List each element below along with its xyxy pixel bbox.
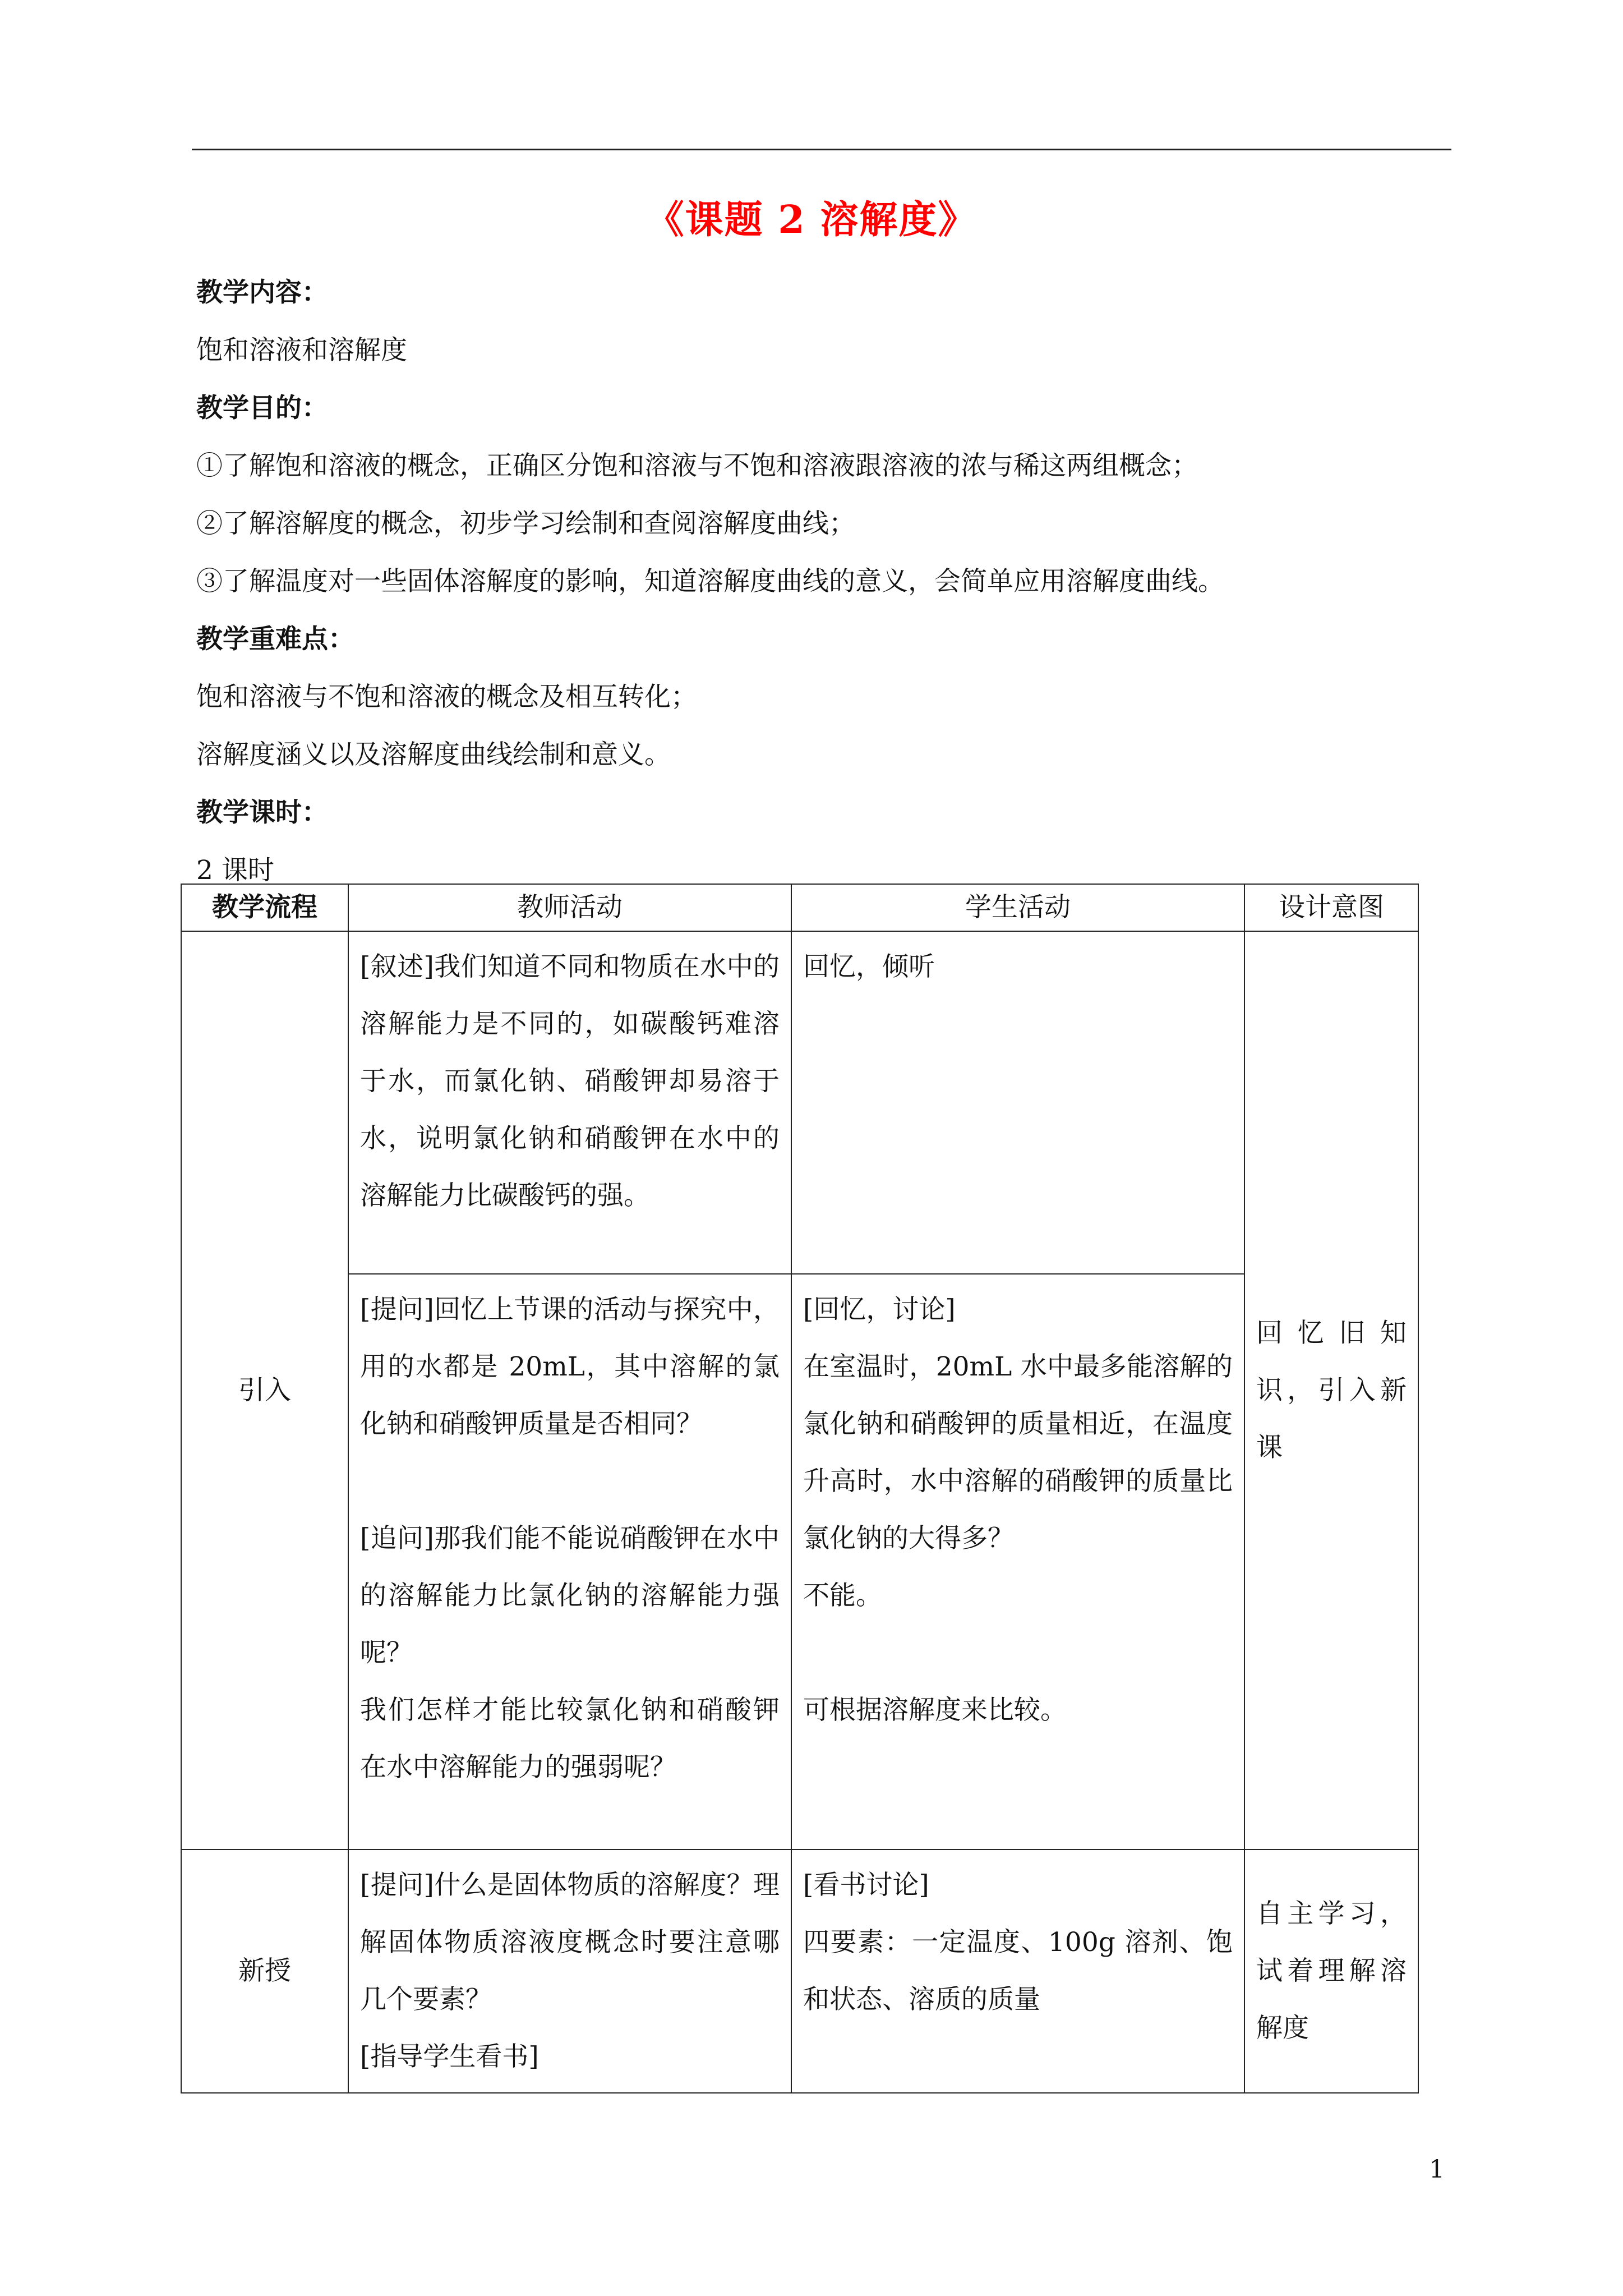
- stage-cell: 新授: [181, 1849, 348, 2093]
- content-heading: 教学内容：: [196, 277, 328, 308]
- teacher-activity-text: [叙述]我们知道不同和物质在水中的溶解能力是不同的，如碳酸钙难溶于水，而氯化钠、硝酸钾却易溶于水，说明氯化钠和硝酸钾在水中的溶解能力比碳酸钙的强。: [360, 951, 780, 1211]
- table-header-row: [181, 884, 1418, 931]
- student-activity-cell: [791, 1849, 1244, 2093]
- content-text: 饱和溶液和溶解度: [196, 335, 407, 366]
- goal-item: ③了解温度对一些固体溶解度的影响，知道溶解度曲线的意义，会简单应用溶解度曲线。: [196, 566, 1224, 597]
- student-activity-text: 四要素：一定温度、100g 溶剂、饱和状态、溶质的质量: [803, 1927, 1233, 2015]
- teacher-activity-text: [提问]什么是固体物质的溶解度？理解固体物质溶液度概念时要注意哪几个要素？: [360, 1870, 780, 2015]
- page-number: 1: [1429, 2155, 1445, 2184]
- teacher-activity-cell: [348, 931, 791, 1274]
- column-header: 教学流程: [181, 884, 348, 931]
- document-title: 《课题 2 溶解度》: [645, 197, 978, 242]
- student-activity-text: 回忆，倾听: [803, 951, 935, 982]
- teacher-activity-cell: [348, 1274, 791, 1849]
- goals-heading: 教学目的：: [196, 393, 328, 424]
- table-row: [181, 1849, 1418, 2093]
- document-body: [196, 264, 1447, 899]
- key-point-item: 溶解度涵义以及溶解度曲线绘制和意义。: [196, 739, 671, 770]
- lesson-plan-table: [181, 884, 1419, 2093]
- teacher-activity-text: 我们怎样才能比较氯化钠和硝酸钾在水中溶解能力的强弱呢？: [360, 1695, 780, 1783]
- hours-heading: 教学课时：: [196, 797, 328, 828]
- hours-text: 2 课时: [196, 855, 274, 886]
- goal-item: ②了解溶解度的概念，初步学习绘制和查阅溶解度曲线；: [196, 508, 855, 539]
- teacher-activity-cell: [348, 1849, 791, 2093]
- column-header: 教师活动: [348, 884, 791, 931]
- goal-item: ①了解饱和溶液的概念，正确区分饱和溶液与不饱和溶液跟溶液的浓与稀这两组概念；: [196, 450, 1198, 481]
- teacher-activity-text: [指导学生看书]: [360, 2041, 539, 2072]
- teacher-activity-text: [提问]回忆上节课的活动与探究中，用的水都是 20mL，其中溶解的氯化钠和硝酸钾质量是否相同？: [360, 1294, 780, 1439]
- table-row: [181, 931, 1418, 1274]
- key-points-heading: 教学重难点：: [196, 624, 354, 655]
- intent-cell: 自主学习，试着理解溶解度: [1244, 1849, 1418, 2093]
- student-activity-text: [看书讨论]: [803, 1870, 929, 1901]
- student-activity-cell: [791, 1274, 1244, 1849]
- key-point-item: 饱和溶液与不饱和溶液的概念及相互转化；: [196, 682, 697, 712]
- student-activity-cell: [791, 931, 1244, 1274]
- table-row: [181, 1274, 1418, 1849]
- stage-cell: 引入: [181, 931, 348, 1849]
- intent-cell: 回忆旧知识，引入新课: [1244, 931, 1418, 1849]
- header-rule: [192, 149, 1451, 150]
- student-activity-text: [回忆，讨论]: [803, 1294, 956, 1325]
- student-activity-text: 可根据溶解度来比较。: [803, 1695, 1067, 1726]
- column-header: 学生活动: [791, 884, 1244, 931]
- teacher-activity-text: [追问]那我们能不能说硝酸钾在水中的溶解能力比氯化钠的溶解能力强呢？: [360, 1523, 780, 1668]
- column-header: 设计意图: [1244, 884, 1418, 931]
- student-activity-text: 不能。: [803, 1580, 882, 1611]
- student-activity-text: 在室温时，20mL 水中最多能溶解的氯化钠和硝酸钾的质量相近，在温度升高时，水中溶解的硝酸钾的质量比氯化钠的大得多？: [803, 1351, 1233, 1554]
